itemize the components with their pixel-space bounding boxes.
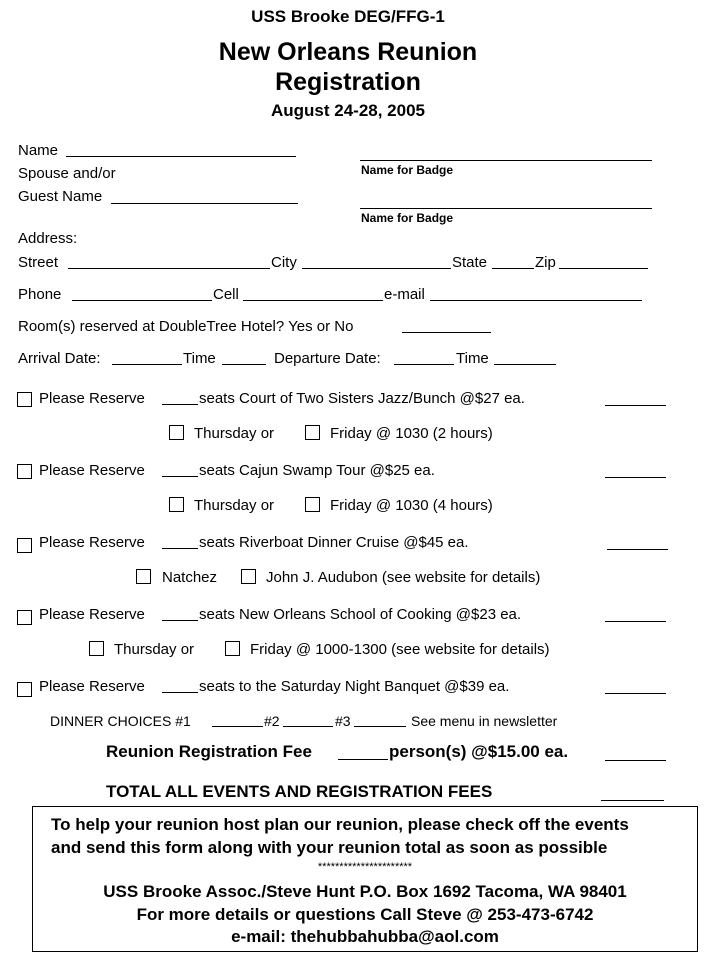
departure-time-field[interactable] — [494, 364, 556, 365]
badge-name-field-2[interactable] — [360, 208, 652, 209]
form-title-line2: Registration — [275, 68, 421, 96]
badge-label-2: Name for Badge — [361, 211, 454, 225]
zip-field[interactable] — [559, 268, 648, 269]
mailing-address: USS Brooke Assoc./Steve Hunt P.O. Box 1692 Tacoma, WA 98401 — [103, 882, 627, 901]
room-answer-field[interactable] — [402, 332, 491, 333]
cooking-school-checkbox[interactable] — [17, 610, 32, 625]
arrival-date-field[interactable] — [112, 364, 182, 365]
audubon-label: John J. Audubon (see website for details) — [266, 569, 541, 586]
cell-label: Cell — [213, 286, 239, 303]
jazz-thursday-label: Thursday or — [194, 425, 275, 442]
city-label: City — [271, 254, 297, 271]
audubon-checkbox[interactable] — [241, 569, 256, 584]
cruise-reserve-label: Please Reserve — [39, 534, 145, 551]
swamp-thursday-label: Thursday or — [194, 497, 275, 514]
riverboat-cruise-checkbox[interactable] — [17, 538, 32, 553]
spouse-label: Spouse and/or — [18, 165, 116, 182]
swamp-description: seats Cajun Swamp Tour @$25 ea. — [199, 462, 435, 479]
state-field[interactable] — [492, 268, 534, 269]
dinner-choice-3-field[interactable] — [354, 726, 406, 727]
ship-header: USS Brooke DEG/FFG-1 — [251, 7, 445, 26]
cooking-thursday-checkbox[interactable] — [89, 641, 104, 656]
swamp-reserve-label: Please Reserve — [39, 462, 145, 479]
email-field[interactable] — [430, 300, 642, 301]
dinner-choice-2-label: #2 — [264, 713, 280, 729]
badge-label-1: Name for Badge — [361, 163, 454, 177]
swamp-seats-field[interactable] — [162, 476, 198, 477]
natchez-checkbox[interactable] — [136, 569, 151, 584]
menu-note: See menu in newsletter — [411, 713, 558, 729]
jazz-seats-field[interactable] — [162, 404, 198, 405]
arrival-date-label: Arrival Date: — [18, 350, 101, 367]
cooking-seats-field[interactable] — [162, 620, 198, 621]
total-amount-field[interactable] — [601, 800, 664, 801]
contact-email: e-mail: thehubbahubba@aol.com — [231, 927, 499, 946]
cooking-friday-label: Friday @ 1000-1300 (see website for details) — [250, 641, 550, 658]
phone-field[interactable] — [72, 300, 212, 301]
arrival-time-label: Time — [183, 350, 216, 367]
cooking-friday-checkbox[interactable] — [225, 641, 240, 656]
jazz-description: seats Court of Two Sisters Jazz/Bunch @$27 ea. — [199, 390, 525, 407]
departure-date-field[interactable] — [394, 364, 454, 365]
dinner-choice-1-field[interactable] — [212, 726, 263, 727]
swamp-friday-label: Friday @ 1030 (4 hours) — [330, 497, 493, 514]
badge-name-field-1[interactable] — [360, 160, 652, 161]
banquet-seats-field[interactable] — [162, 692, 198, 693]
room-question: Room(s) reserved at DoubleTree Hotel? Yes or No — [18, 318, 354, 335]
swamp-amount-field[interactable] — [605, 477, 666, 478]
cooking-thursday-label: Thursday or — [114, 641, 195, 658]
jazz-amount-field[interactable] — [605, 405, 666, 406]
total-label: TOTAL ALL EVENTS AND REGISTRATION FEES — [106, 782, 493, 801]
cell-field[interactable] — [243, 300, 383, 301]
swamp-friday-checkbox[interactable] — [305, 497, 320, 512]
jazz-friday-label: Friday @ 1030 (2 hours) — [330, 425, 493, 442]
instructions-box — [32, 806, 698, 952]
registration-persons-field[interactable] — [338, 759, 388, 760]
street-field[interactable] — [68, 268, 270, 269]
stars-divider: ********************** — [317, 861, 413, 873]
instructions-line2: and send this form along with your reunion total as soon as possible — [51, 838, 608, 857]
natchez-label: Natchez — [162, 569, 218, 586]
banquet-description: seats to the Saturday Night Banquet @$39 ea. — [199, 678, 510, 695]
address-label: Address: — [18, 230, 78, 247]
banquet-checkbox[interactable] — [17, 682, 32, 697]
contact-phone: For more details or questions Call Steve @ 253-473-6742 — [136, 905, 594, 924]
swamp-tour-checkbox[interactable] — [17, 464, 32, 479]
departure-date-label: Departure Date: — [274, 350, 381, 367]
cruise-seats-field[interactable] — [162, 548, 198, 549]
phone-label: Phone — [18, 286, 62, 303]
name-field[interactable] — [66, 156, 296, 157]
instructions-line1: To help your reunion host plan our reunion, please check off the events — [51, 815, 629, 834]
arrival-time-field[interactable] — [222, 364, 266, 365]
swamp-thursday-checkbox[interactable] — [169, 497, 184, 512]
cruise-amount-field[interactable] — [607, 549, 668, 550]
cruise-description: seats Riverboat Dinner Cruise @$45 ea. — [199, 534, 469, 551]
state-label: State — [452, 254, 488, 271]
cooking-description: seats New Orleans School of Cooking @$23 ea. — [199, 606, 522, 623]
registration-fee-label: Reunion Registration Fee — [106, 742, 312, 761]
jazz-friday-checkbox[interactable] — [305, 425, 320, 440]
banquet-amount-field[interactable] — [605, 693, 666, 694]
cooking-reserve-label: Please Reserve — [39, 606, 145, 623]
email-label: e-mail — [384, 286, 425, 303]
registration-fee-rate: person(s) @$15.00 ea. — [389, 742, 569, 761]
cooking-amount-field[interactable] — [605, 621, 666, 622]
departure-time-label: Time — [456, 350, 489, 367]
name-label: Name — [18, 142, 59, 159]
jazz-brunch-checkbox[interactable] — [17, 392, 32, 407]
reunion-dates: August 24-28, 2005 — [270, 101, 425, 120]
guest-name-label: Guest Name — [18, 188, 103, 205]
city-field[interactable] — [302, 268, 451, 269]
zip-label: Zip — [535, 254, 556, 271]
dinner-choices-label: DINNER CHOICES #1 — [50, 713, 191, 729]
registration-amount-field[interactable] — [605, 760, 666, 761]
jazz-reserve-label: Please Reserve — [39, 390, 145, 407]
form-title-line1: New Orleans Reunion — [218, 38, 478, 66]
jazz-thursday-checkbox[interactable] — [169, 425, 184, 440]
street-label: Street — [18, 254, 59, 271]
dinner-choice-3-label: #3 — [335, 713, 351, 729]
banquet-reserve-label: Please Reserve — [39, 678, 145, 695]
guest-name-field[interactable] — [111, 203, 298, 204]
dinner-choice-2-field[interactable] — [283, 726, 333, 727]
